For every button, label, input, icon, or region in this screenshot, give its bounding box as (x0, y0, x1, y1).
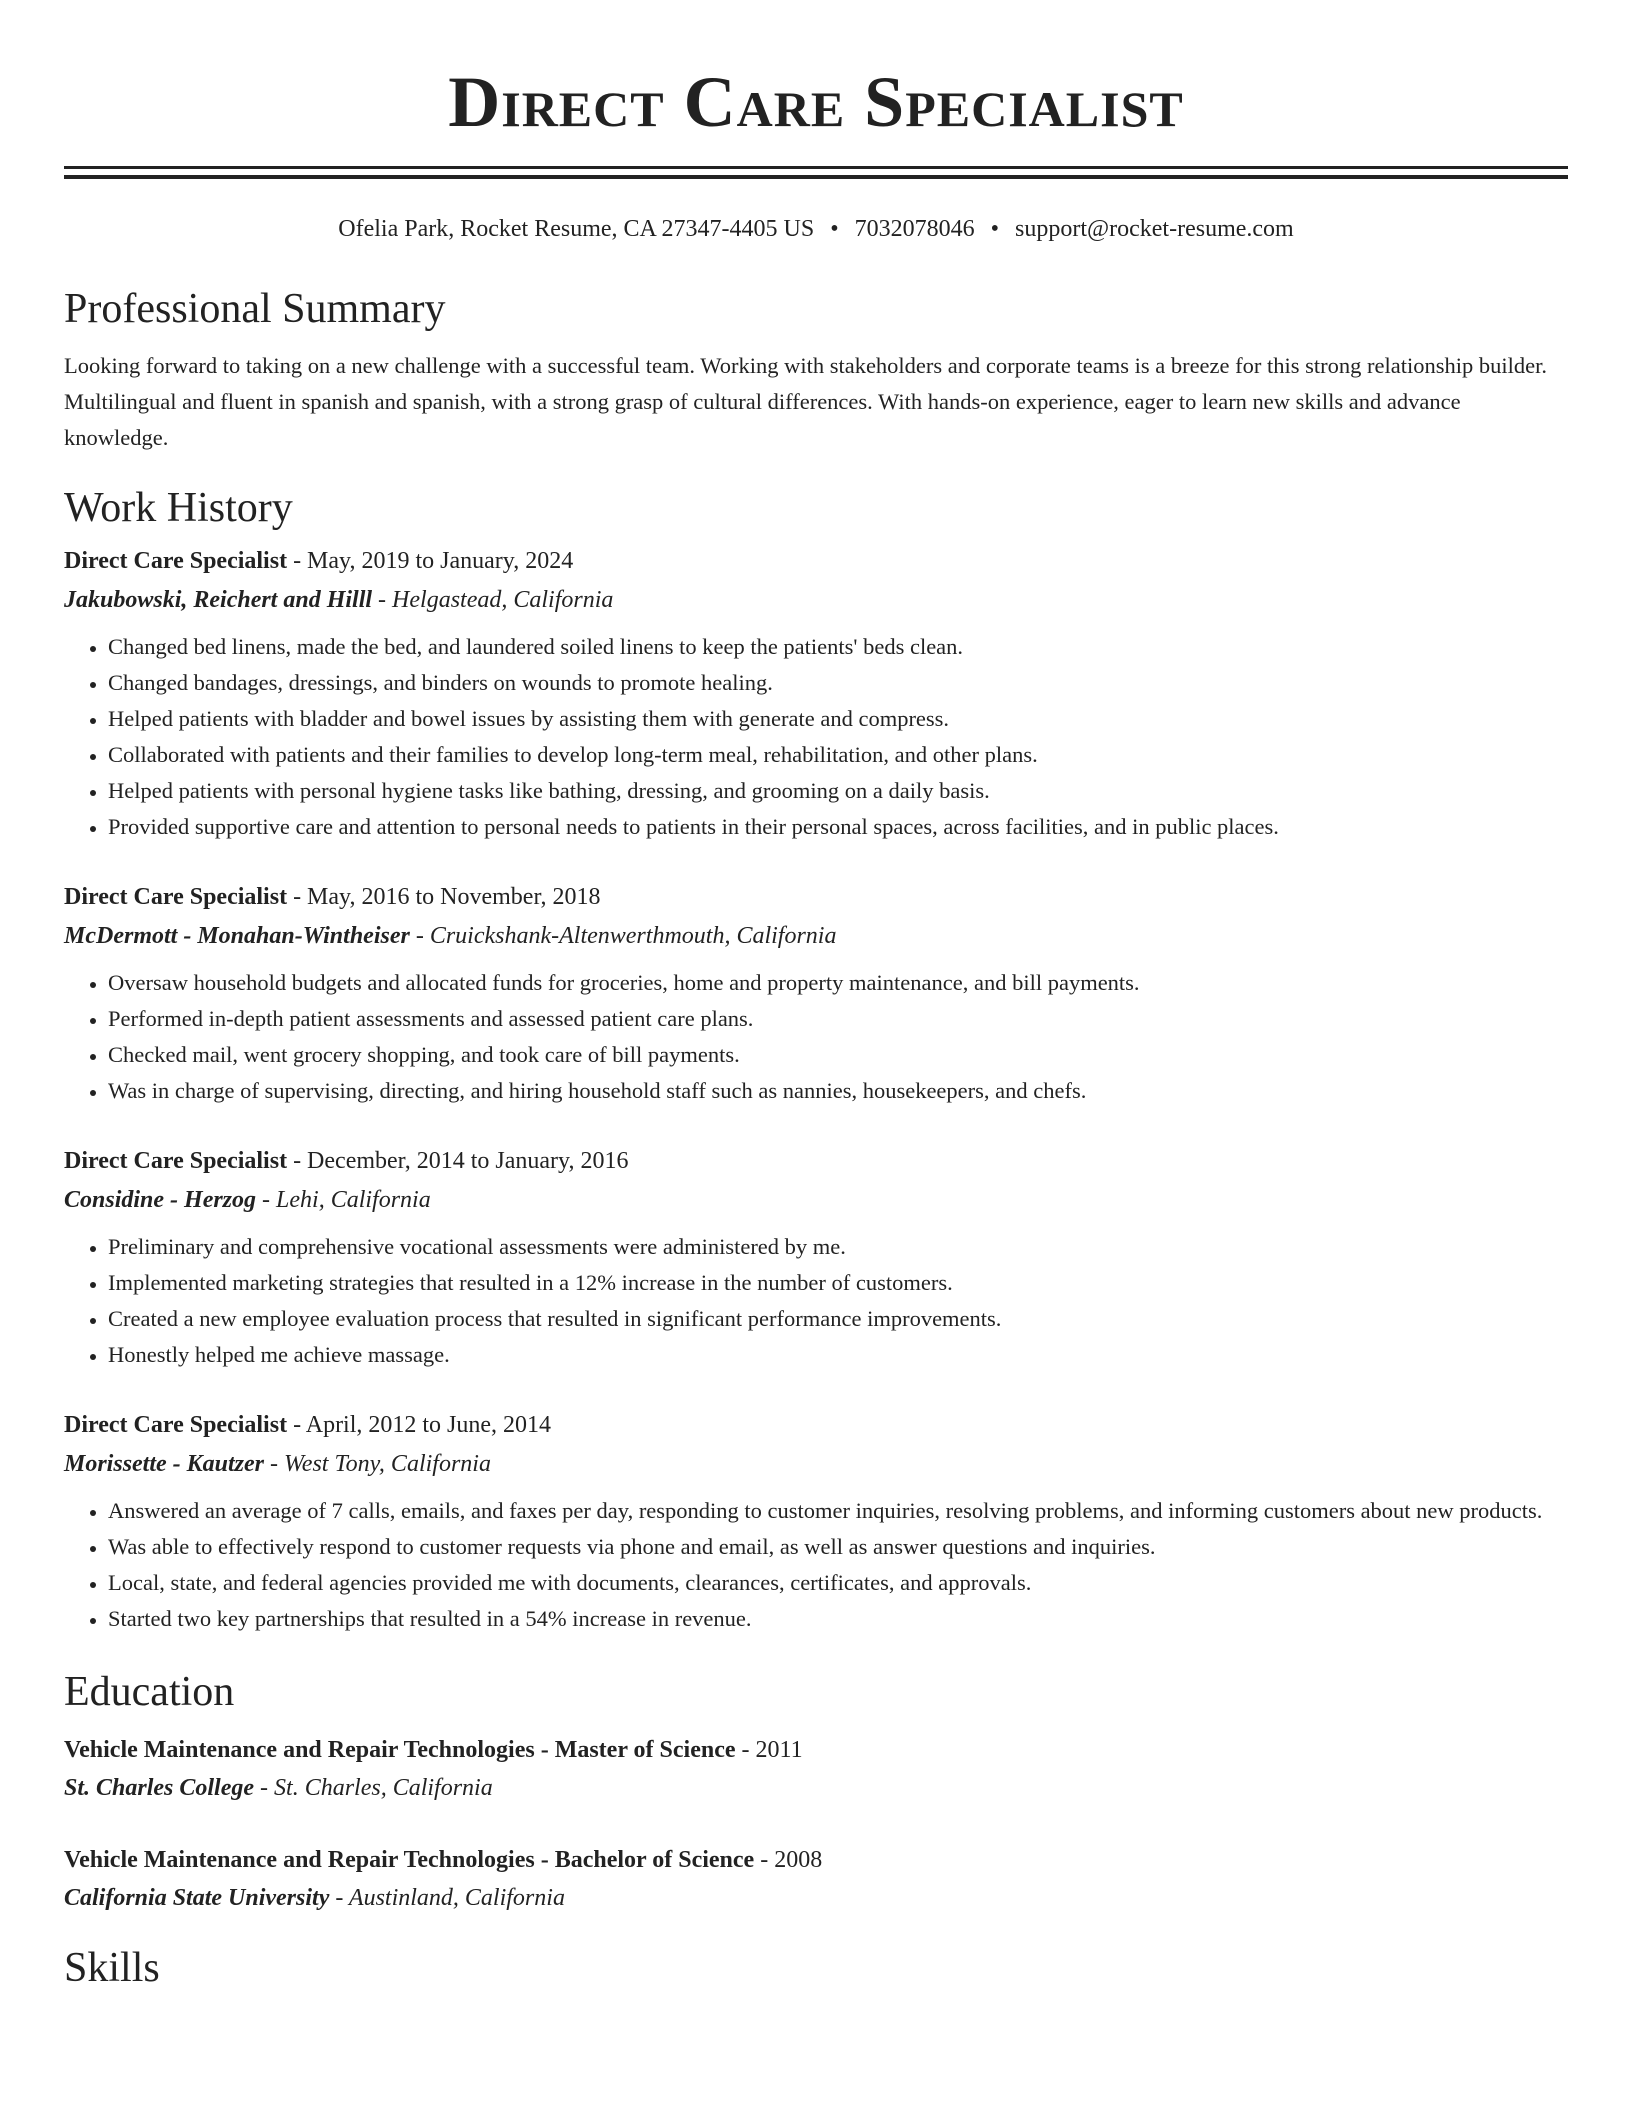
school-line (64, 1769, 1568, 1807)
job-title: Direct Care Specialist (64, 548, 288, 574)
education-entry (64, 1841, 1568, 1917)
job-bullet: • Helped patients with personal hygiene tasks like bathing, dressing, and grooming on a daily basis. (108, 773, 1568, 809)
school-line (64, 1879, 1568, 1917)
job-bullet: • Local, state, and federal agencies provided me with documents, clearances, certificates, and approvals. (108, 1565, 1568, 1601)
job-title-line (64, 1141, 1568, 1181)
job-bullet: • Performed in-depth patient assessments and assessed patient care plans. (108, 1001, 1568, 1037)
employer-line (64, 917, 1568, 955)
job-dates: - May, 2019 to January, 2024 (287, 548, 574, 574)
job-entry (64, 1405, 1568, 1637)
employer-name: McDermott - Monahan-Wintheiser (64, 923, 410, 949)
employer-location: - Cruickshank-Altenwerthmouth, California (409, 923, 837, 949)
job-dates: - December, 2014 to January, 2016 (287, 1148, 629, 1174)
school-name: California State University (64, 1885, 330, 1911)
job-bullet: • Checked mail, went grocery shopping, and took care of bill payments. (108, 1037, 1568, 1073)
contact-address: Ofelia Park, Rocket Resume, CA 27347-4405 US (338, 216, 815, 242)
job-bullet: • Changed bandages, dressings, and binders on wounds to promote healing. (108, 665, 1568, 701)
section-heading-skills: Skills (64, 1945, 160, 1991)
job-bullet: • Preliminary and comprehensive vocational assessments were administered by me. (108, 1229, 1568, 1265)
section-heading-summary: Professional Summary (64, 286, 446, 332)
job-bullet-list (64, 1493, 1568, 1637)
job-title-line (64, 541, 1568, 581)
job-entry (64, 541, 1568, 845)
job-bullet: • Implemented marketing strategies that resulted in a 12% increase in the number of customers. (108, 1265, 1568, 1301)
employer-line (64, 1181, 1568, 1219)
degree-year: - 2011 (735, 1737, 803, 1763)
school-location: - St. Charles, California (254, 1775, 493, 1801)
title-divider-thin (64, 175, 1568, 179)
section-heading-education: Education (64, 1669, 235, 1715)
employer-name: Morissette - Kautzer (64, 1451, 265, 1477)
job-dates: - April, 2012 to June, 2014 (287, 1412, 552, 1438)
employer-location: - West Tony, California (264, 1451, 491, 1477)
resume-title: Direct Care Specialist (448, 62, 1184, 142)
employer-name: Considine - Herzog (64, 1187, 257, 1213)
degree-line (64, 1841, 1568, 1879)
contact-email: support@rocket-resume.com (1015, 216, 1294, 242)
job-dates: - May, 2016 to November, 2018 (287, 884, 601, 910)
job-bullet: • Was in charge of supervising, directing, and hiring household staff such as nannies, housekeepers, and chefs. (108, 1073, 1568, 1109)
job-title: Direct Care Specialist (64, 1148, 288, 1174)
job-bullet: • Changed bed linens, made the bed, and laundered soiled linens to keep the patients' beds clean. (108, 629, 1568, 665)
employer-line (64, 581, 1568, 619)
job-bullet: • Helped patients with bladder and bowel issues by assisting them with generate and compress. (108, 701, 1568, 737)
job-bullet: • Created a new employee evaluation process that resulted in significant performance improvements. (108, 1301, 1568, 1337)
degree-line (64, 1731, 1568, 1769)
contact-phone: 7032078046 (854, 216, 975, 242)
job-title: Direct Care Specialist (64, 1412, 288, 1438)
job-entry (64, 877, 1568, 1109)
degree-name: Vehicle Maintenance and Repair Technologies - Bachelor of Science (64, 1847, 755, 1873)
school-name: St. Charles College (64, 1775, 255, 1801)
degree-name: Vehicle Maintenance and Repair Technologies - Master of Science (64, 1737, 736, 1763)
contact-line (64, 214, 1568, 244)
education-entry (64, 1731, 1568, 1807)
title-divider-thick (64, 166, 1568, 169)
summary-text: Looking forward to taking on a new challenge with a successful team. Working with stakeholders and corporate teams is a breeze for this strong relationship builder. Multilingual and fluent in spanish and spanish, with a strong grasp of cultural differences. With hands-on experience, eager to learn new skills and advance knowledge. (64, 353, 1547, 450)
employer-line (64, 1445, 1568, 1483)
resume-page (64, 0, 1568, 1993)
job-entry (64, 1141, 1568, 1373)
job-bullet: • Was able to effectively respond to customer requests via phone and email, as well as answer questions and inquiries. (108, 1529, 1568, 1565)
job-bullet-list (64, 1229, 1568, 1373)
contact-separator: • (830, 216, 839, 242)
job-title-line (64, 877, 1568, 917)
job-bullet-list (64, 629, 1568, 845)
job-bullet: • Provided supportive care and attention to personal needs to patients in their personal spaces, across facilities, and in public places. (108, 809, 1568, 845)
contact-separator: • (990, 216, 1000, 242)
job-bullet: • Started two key partnerships that resulted in a 54% increase in revenue. (108, 1601, 1568, 1637)
school-location: - Austinland, California (329, 1885, 565, 1911)
section-heading-work-history: Work History (64, 485, 293, 531)
job-bullet: • Answered an average of 7 calls, emails, and faxes per day, responding to customer inquiries, resolving problems, and informing customers about new products. (108, 1493, 1568, 1529)
employer-location: - Lehi, California (256, 1187, 431, 1213)
job-title: Direct Care Specialist (64, 884, 288, 910)
employer-name: Jakubowski, Reichert and Hilll (64, 587, 373, 613)
job-bullet: • Honestly helped me achieve massage. (108, 1337, 1568, 1373)
job-bullet: • Oversaw household budgets and allocated funds for groceries, home and property maintenance, and bill payments. (108, 965, 1568, 1001)
employer-location: - Helgastead, California (372, 587, 614, 613)
degree-year: - 2008 (754, 1847, 823, 1873)
job-bullet: • Collaborated with patients and their families to develop long-term meal, rehabilitation, and other plans. (108, 737, 1568, 773)
job-title-line (64, 1405, 1568, 1445)
job-bullet-list (64, 965, 1568, 1109)
